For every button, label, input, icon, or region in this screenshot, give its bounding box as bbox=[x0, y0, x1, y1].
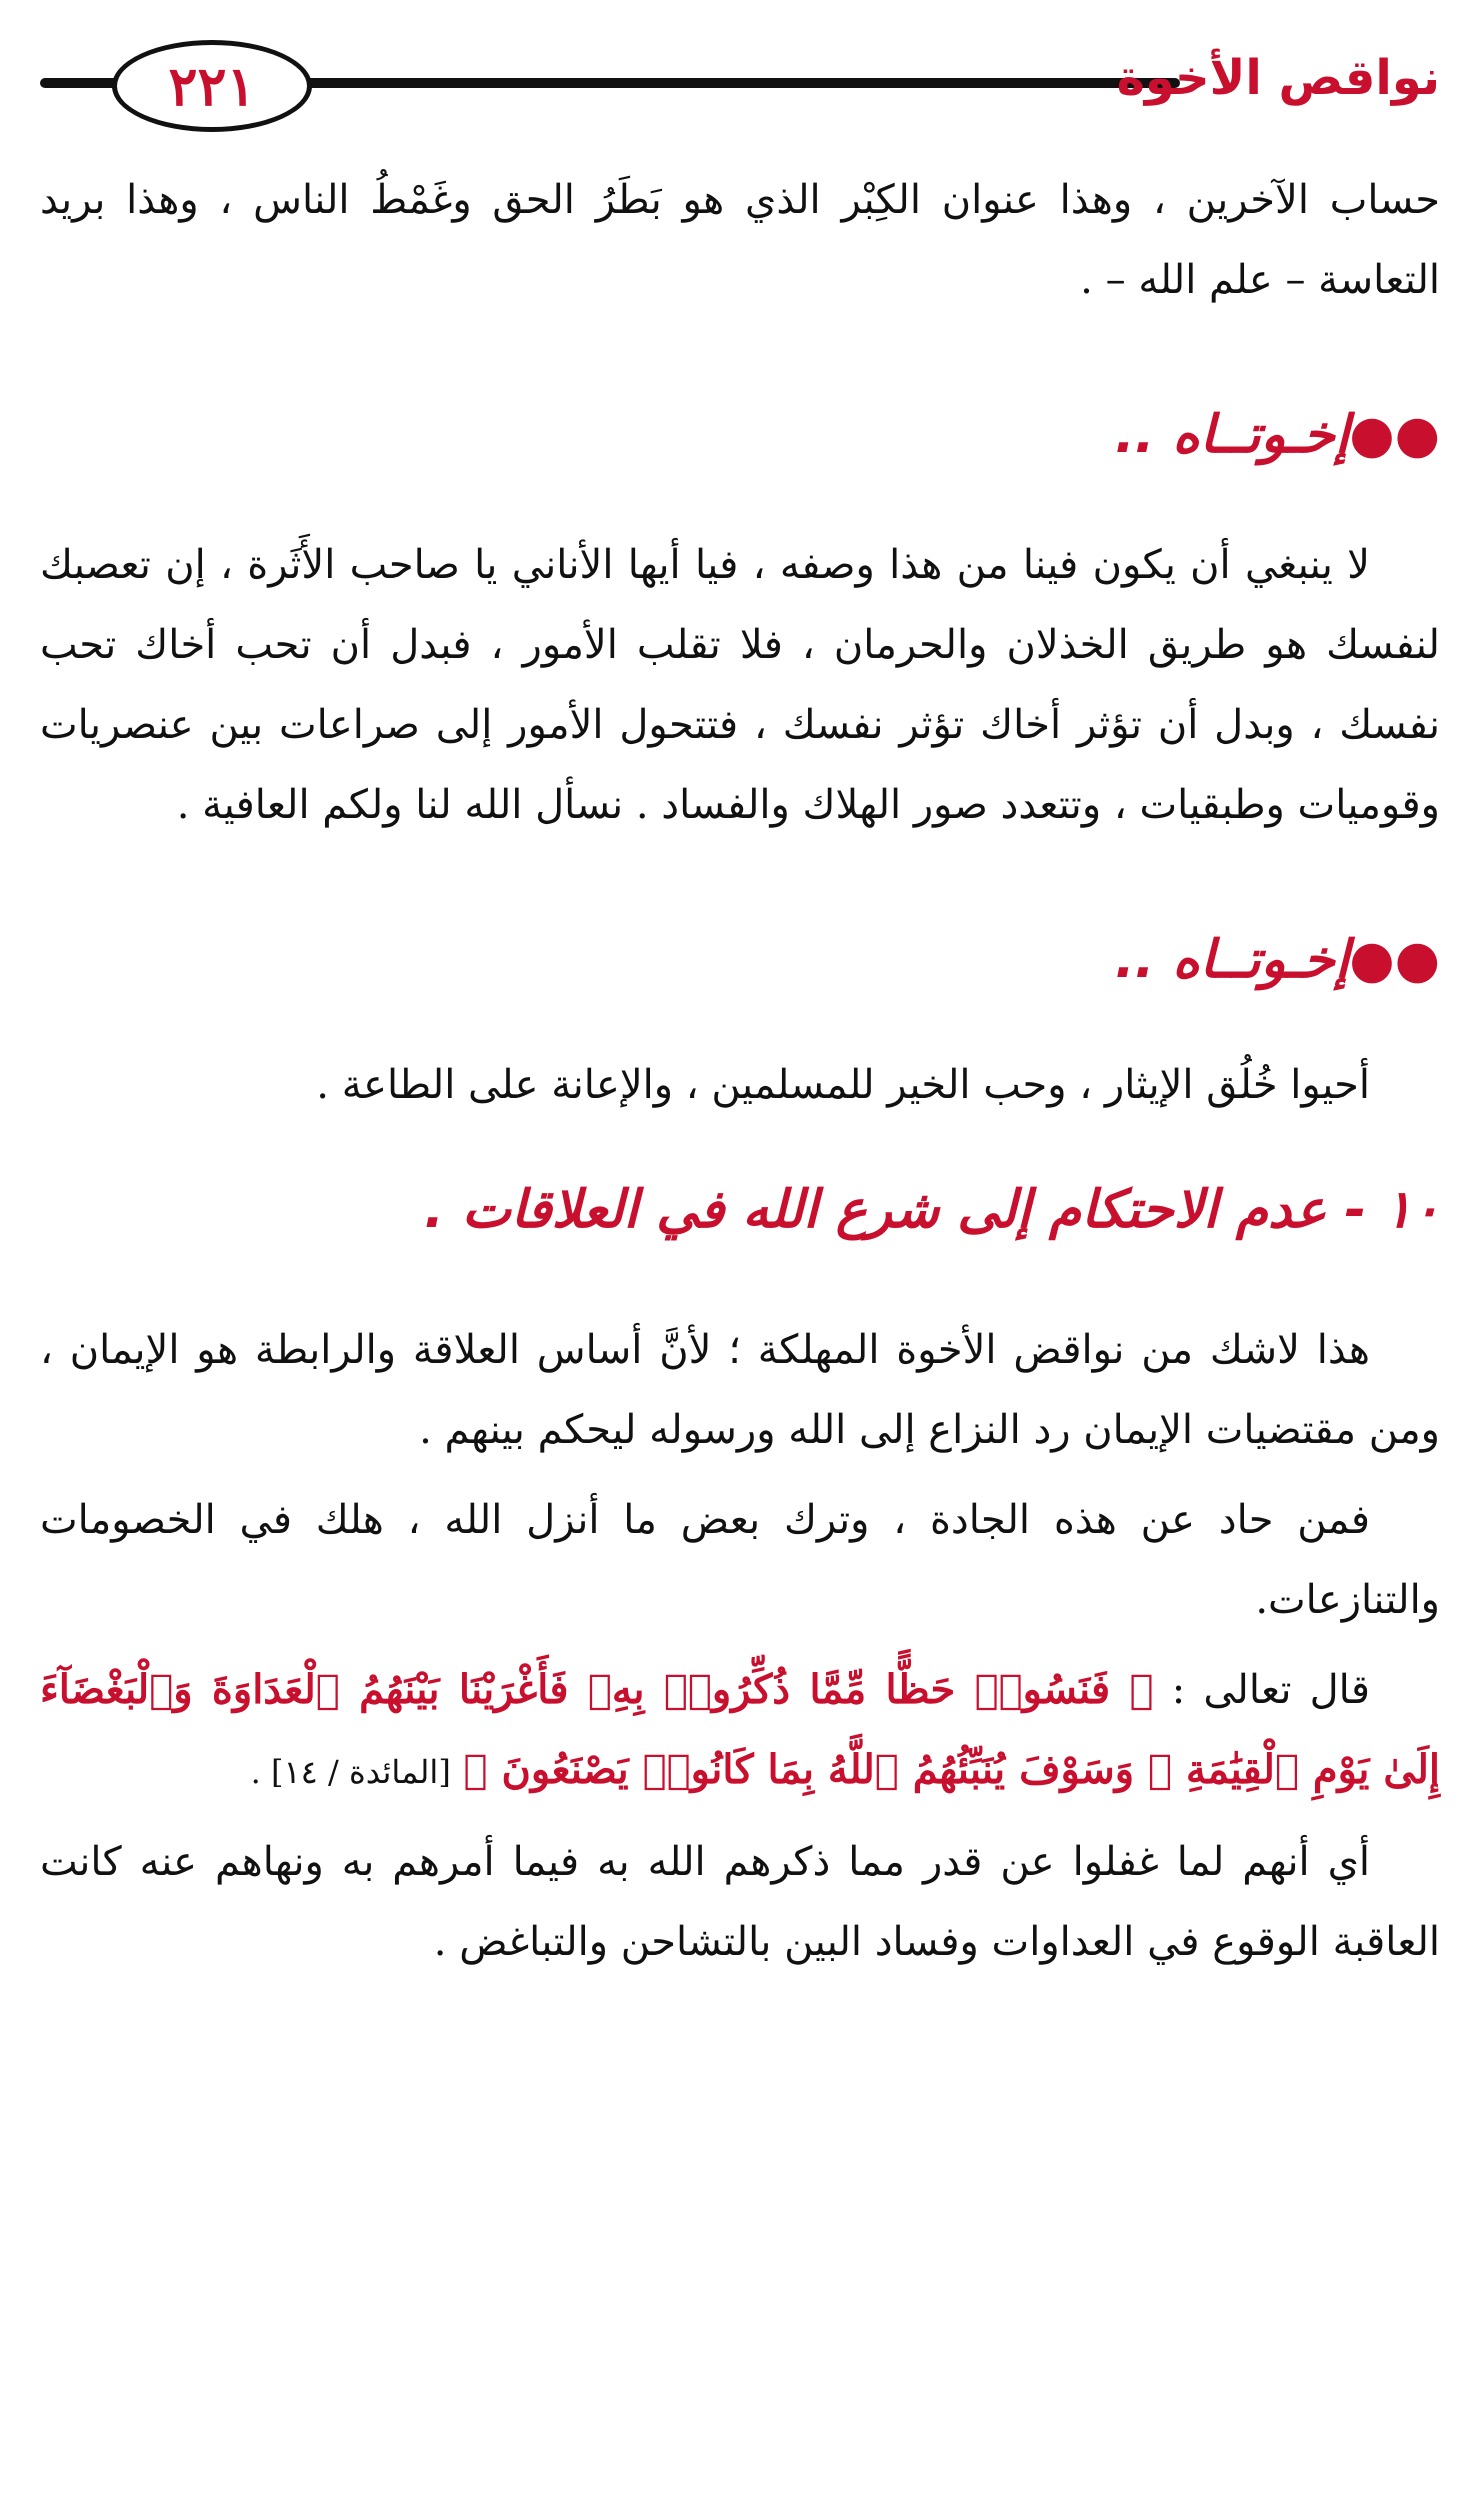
page-body bbox=[40, 160, 1440, 1982]
running-title: نواقص الأخوة bbox=[1116, 50, 1440, 106]
section-heading-1 bbox=[40, 390, 1440, 480]
bullet-dots-icon: ●● bbox=[1349, 405, 1440, 465]
verse-reference: [المائدة / ١٤] . bbox=[250, 1753, 451, 1791]
page-number: ٢٢١ bbox=[112, 40, 312, 132]
paragraph-7: أي أنهم لما غفلوا عن قدر مما ذكرهم الله به فيما أمرهم به ونهاهم عنه كانت العاقبة الوقوع في العداوات وفساد البين بالتشاحن والتباغض . bbox=[40, 1839, 1440, 1965]
bullet-dots-icon: ●● bbox=[1349, 930, 1440, 990]
paragraph-4: هذا لاشك من نواقض الأخوة المهلكة ؛ لأنَّ أساس العلاقة والرابطة هو الإيمان ، ومن مقتضيات الإيمان رد النزاع إلى الله ورسوله ليحكم بينهم . bbox=[40, 1327, 1440, 1453]
quran-verse: ﴿ فَنَسُوا۟ حَظًّا مِّمَّا ذُكِّرُوا۟ بِهِۦ فَأَغْرَيْنَا بَيْنَهُمُ ٱلْعَدَاوَةَ وَٱلْبَغْضَآءَ إِلَىٰ يَوْمِ ٱلْقِيَٰمَةِ ۚ وَسَوْفَ يُنَبِّئُهُمُ ٱللَّهُ بِمَا كَانُوا۟ يَصْنَعُونَ ﴾ bbox=[40, 1666, 1440, 1793]
heading-text: إخـوتــاه .. bbox=[1114, 930, 1350, 990]
section-heading-3: ١٠ - عدم الاحتكام إلى شرع الله في العلاقات . bbox=[424, 1180, 1440, 1240]
section-heading-2 bbox=[40, 915, 1440, 1005]
paragraph-3: أحيوا خُلُق الإيثار ، وحب الخير للمسلمين ، والإعانة على الطاعة . bbox=[316, 1062, 1370, 1108]
page-header bbox=[40, 40, 1440, 130]
paragraph-5: فمن حاد عن هذه الجادة ، وترك بعض ما أنزل الله ، هلك في الخصومات والتنازعات. bbox=[40, 1497, 1440, 1623]
quote-intro: قال تعالى : bbox=[1171, 1667, 1370, 1713]
paragraph-2: لا ينبغي أن يكون فينا من هذا وصفه ، فيا أيها الأناني يا صاحب الأَثَرة ، إن تعصبك لنفسك هو طريق الخذلان والحرمان ، فلا تقلب الأمور ، فبدل أن تحب أخاك تحب نفسك ، وبدل أن تؤثر أخاك تؤثر نفسك ، فتتحول الأمور إلى صراعات بين عنصريات وقوميات وطبقيات ، وتتعدد صور الهلاك والفساد . نسأل الله لنا ولكم العافية . bbox=[40, 542, 1440, 828]
paragraph-6 bbox=[40, 1650, 1440, 1812]
paragraph-1: حساب الآخرين ، وهذا عنوان الكِبْر الذي هو بَطَرُ الحق وغَمْطُ الناس ، وهذا بريد التعاسة – علم الله – . bbox=[40, 177, 1440, 303]
heading-text: إخـوتــاه .. bbox=[1114, 405, 1350, 465]
